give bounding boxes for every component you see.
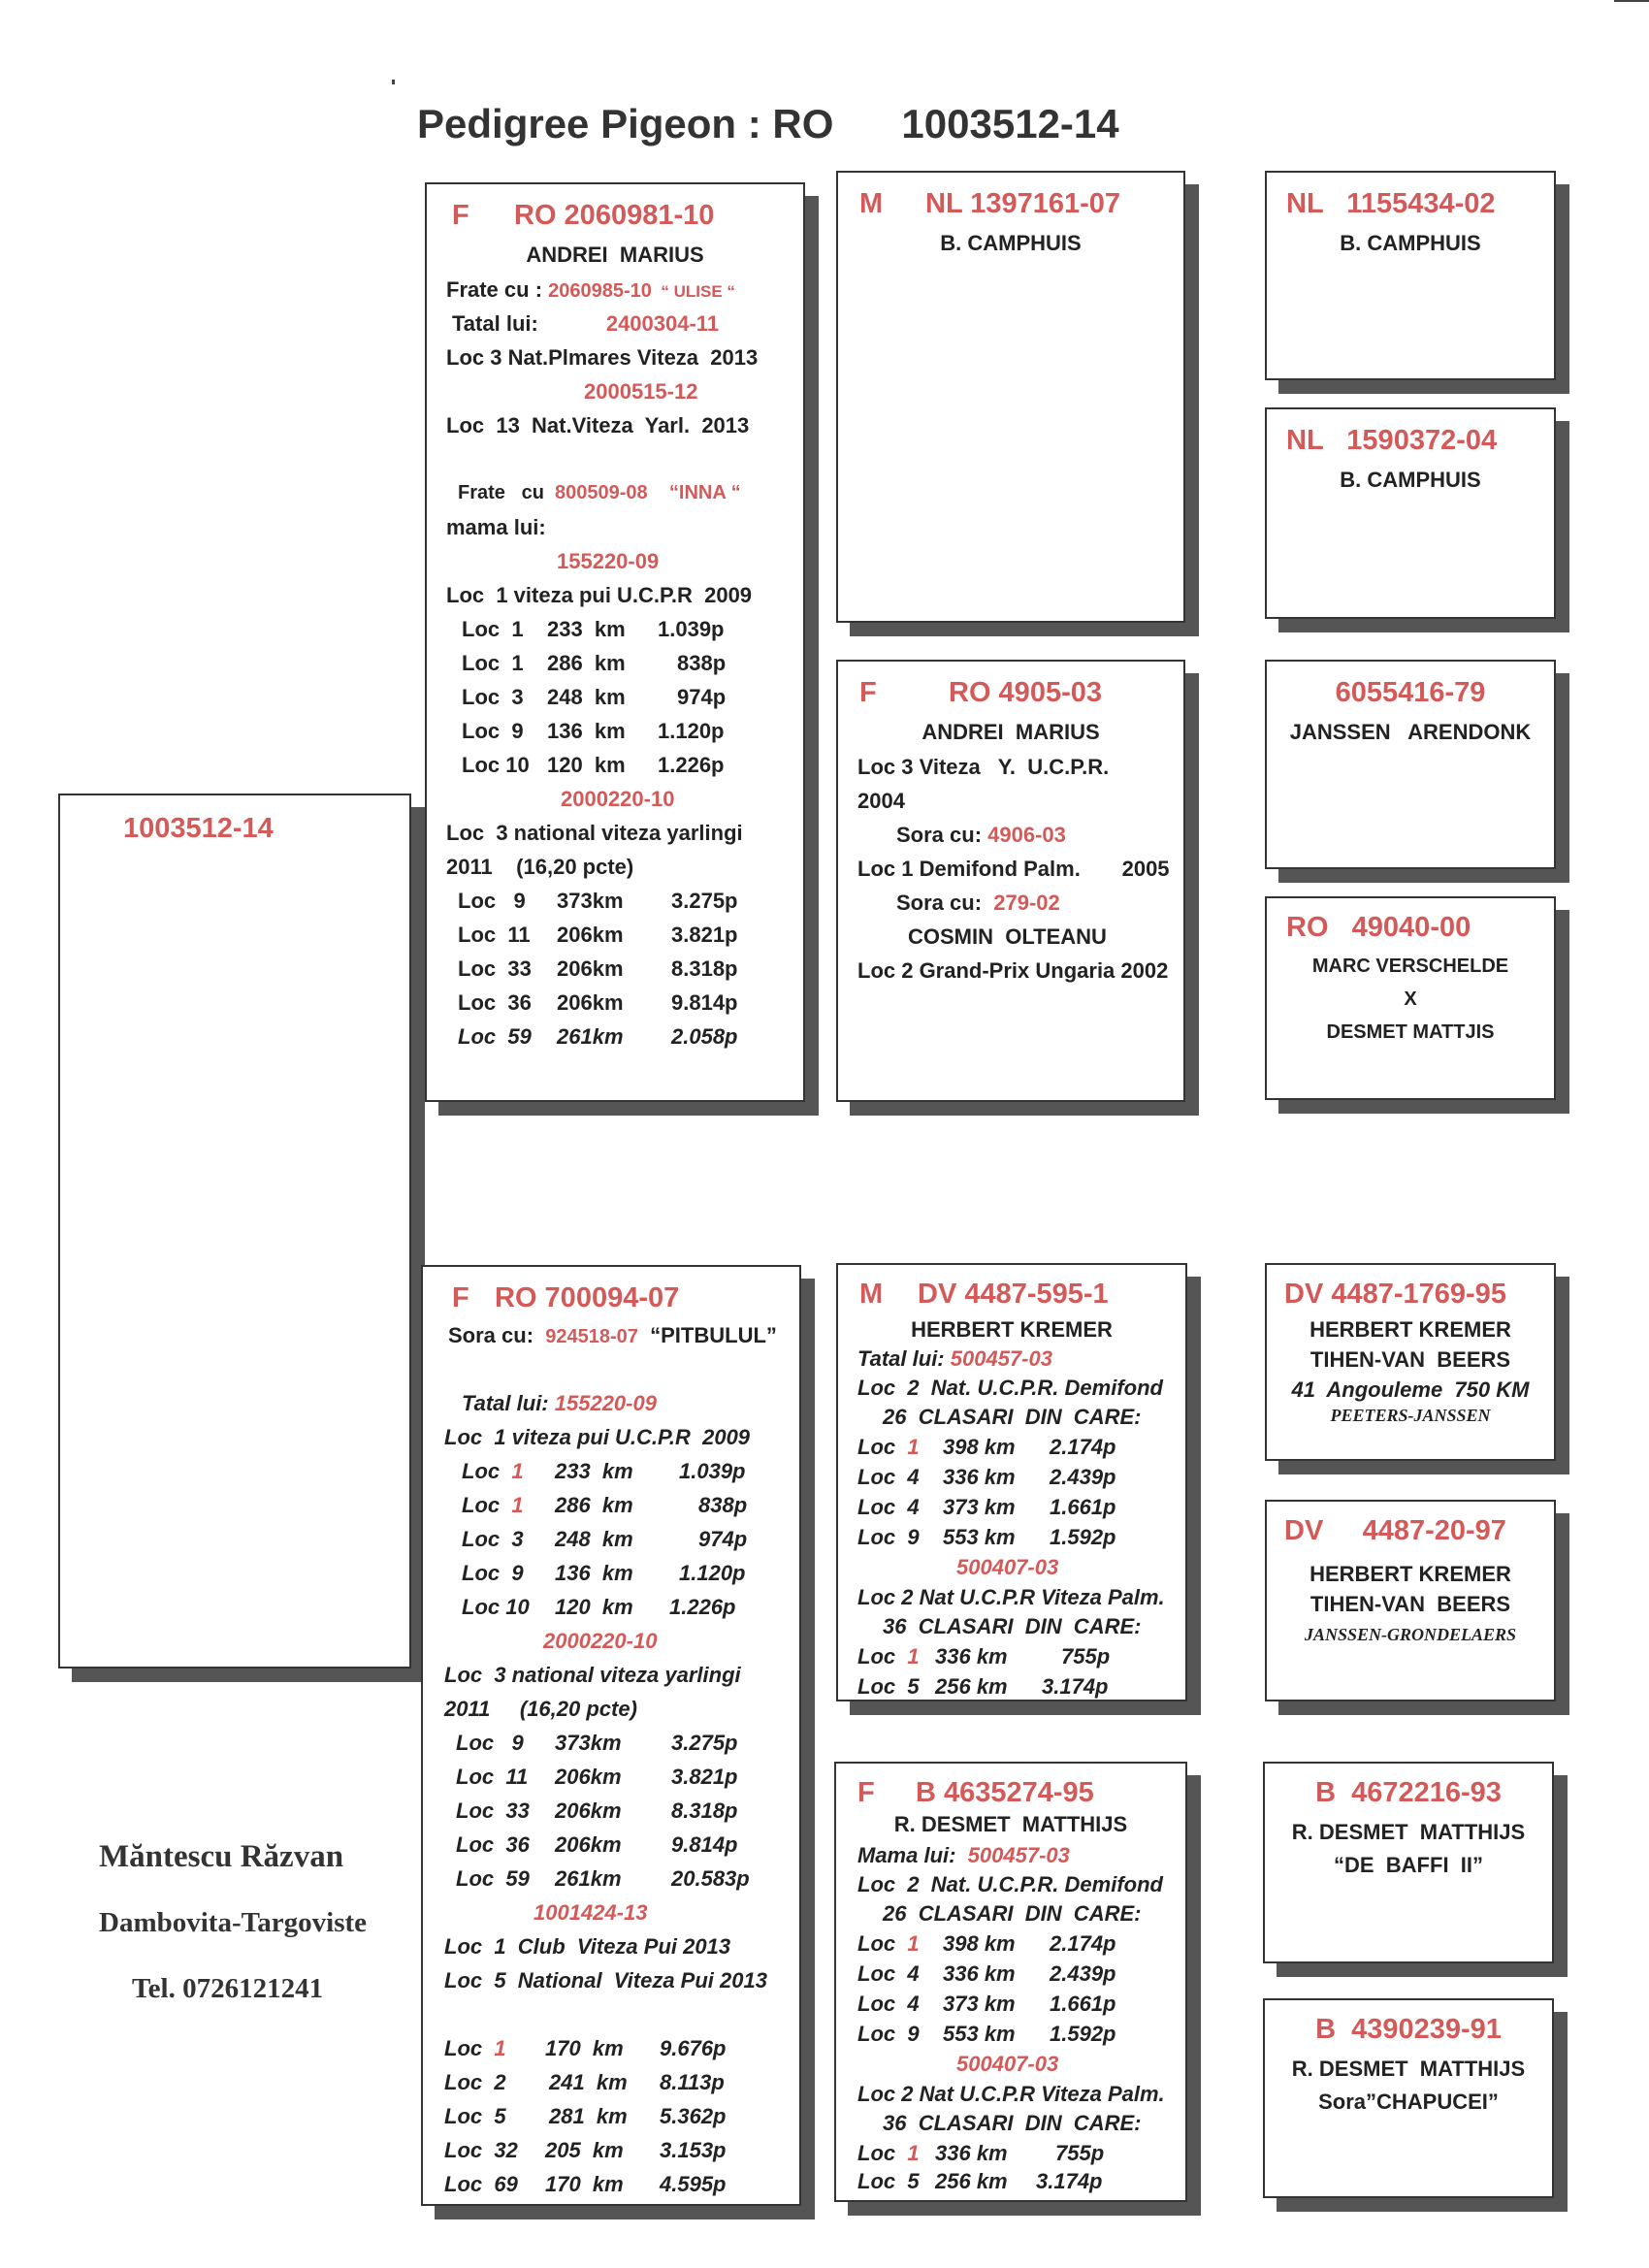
sire-result-pts: 1.039p [658,617,725,641]
granddam-maternal-result-km: 336 km [935,2141,1008,2165]
grandsire-maternal-result: Loc 4 [857,1495,920,1519]
dam-result-km: 286 km [555,1493,633,1517]
grandsire-maternal-ring: DV 4487-595-1 [918,1279,1109,1310]
ancestor-ring: DV 4487-1769-95 [1284,1279,1506,1310]
subject-ring: 1003512-14 [123,813,274,844]
dam-result-km: 170 km [545,2036,624,2060]
grandsire-maternal-line: Loc 2 Nat U.C.P.R Viteza Palm. [857,1585,1165,1609]
granddam-maternal-breeder: R. DESMET MATTHIJS [893,1812,1128,1836]
dam-result-pts: 4.595p [660,2172,727,2196]
ancestor-breeder: DESMET MATTJIS [1326,1021,1495,1043]
granddam-maternal-result: Loc 4 [857,1992,920,2016]
grandsire-maternal-line: 36 CLASARI DIN CARE: [883,1614,1142,1638]
sire-result: Loc 1 [462,617,524,641]
ancestor-box-6 [1265,1500,1556,1701]
grandsire-maternal-result: Loc 4 [857,1465,920,1489]
dam-result: Loc 11 [456,1765,529,1789]
granddam-maternal-sex: F [857,1777,875,1808]
ancestor-breeder: MARC VERSCHELDE [1311,956,1509,977]
sire-line: Loc 3 Nat.Plmares Viteza 2013 [446,345,759,370]
owner-location: Dambovita-Targoviste [99,1907,368,1938]
granddam-maternal-result-pts: 755p [1055,2141,1105,2165]
dam-result: Loc 59 [456,1866,530,1891]
granddam-paternal-breeder: ANDREI MARIUS [922,720,1100,744]
grandsire-maternal-result-km: 256 km [935,1674,1008,1699]
dam-result-pts: 1.226p [669,1595,736,1619]
dam-line: Loc 1 Club Viteza Pui 2013 [444,1934,731,1959]
sire-result-km: 206km [557,923,624,947]
scan-mark [1614,0,1649,2]
dam-line: 2011 (16,20 pcte) [444,1697,637,1721]
sire-result: Loc 59 [458,1024,532,1049]
dam-result: Loc 1 [444,2036,506,2060]
dam-ring: RO 700094-07 [495,1282,680,1313]
granddam-maternal-line: 500407-03 [956,2052,1059,2076]
sire-result: Loc 9 [462,719,524,743]
ancestor-breeder: B. CAMPHUIS [1340,468,1481,492]
dam-line: 1001424-13 [534,1900,648,1925]
dam-result-km: 205 km [545,2138,624,2162]
ancestor-line: TIHEN-VAN BEERS [1310,1347,1511,1372]
sire-line: Loc 13 Nat.Viteza Yarl. 2013 [446,413,750,437]
granddam-paternal-line: 2004 [857,789,905,813]
dam-line: Loc 5 National Viteza Pui 2013 [444,1968,767,1993]
granddam-maternal-line: 26 CLASARI DIN CARE: [883,1901,1142,1926]
ancestor-box-2 [1265,407,1556,619]
grandsire-maternal-result-km: 398 km [943,1435,1016,1459]
ancestor-box-4 [1265,896,1556,1100]
dam-result: Loc 10 [462,1595,530,1619]
dam-result-pts: 838p [698,1493,748,1517]
dam-result: Loc 5 [444,2104,506,2128]
grandsire-maternal-result-km: 336 km [943,1465,1016,1489]
dam-result-km: 206km [555,1798,622,1823]
sire-line: Loc 3 national viteza yarlingi [446,821,743,845]
granddam-paternal-ring: RO 4905-03 [949,677,1102,708]
sire-result-km: 206km [557,956,624,981]
ancestor-line: JANSSEN-GRONDELAERS [1304,1625,1517,1644]
ancestor-box-5 [1265,1263,1556,1461]
dam-result-pts: 9.814p [671,1832,738,1857]
grandsire-maternal-result: Loc 9 [857,1525,920,1549]
dam-result-pts: 5.362p [660,2104,727,2128]
sire-ring: RO 2060981-10 [514,200,715,231]
granddam-paternal-line: Sora cu: 4906-03 [896,823,1066,847]
granddam-paternal-line: COSMIN OLTEANU [908,924,1107,949]
sire-box [425,182,805,1102]
dam-line: Sora cu: 924518-07 “PITBULUL” [448,1323,777,1347]
dam-result-km: 206km [555,1765,622,1789]
grandsire-maternal-result-pts: 1.661p [1050,1495,1116,1519]
sire-line: Tatal lui: 2400304-11 [452,311,720,336]
sire-result-pts: 8.318p [671,956,738,981]
dam-result-pts: 3.275p [671,1731,738,1755]
granddam-paternal-line: Sora cu: 279-02 [896,891,1060,915]
sire-result: Loc 10 [462,753,530,777]
grandsire-maternal-result-pts: 1.592p [1050,1525,1116,1549]
sire-result-km: 120 km [547,753,626,777]
grandsire-maternal-result-km: 373 km [943,1495,1016,1519]
grandsire-paternal-box [836,171,1185,623]
grandsire-maternal-result-pts: 2.439p [1050,1465,1116,1489]
ancestor-ring: NL 1590372-04 [1286,425,1498,456]
dam-result-km: 261km [555,1866,622,1891]
dam-result-km: 248 km [555,1527,633,1551]
grandsire-maternal-breeder: HERBERT KREMER [911,1317,1113,1342]
dam-result: Loc 9 [456,1731,524,1755]
sire-result-pts: 974p [677,685,727,709]
ancestor-line: 41 Angouleme 750 KM [1291,1377,1530,1402]
granddam-paternal-box [836,660,1185,1102]
dam-result-km: 206km [555,1832,622,1857]
sire-result-km: 206km [557,990,624,1015]
grandsire-maternal-line: Tatal lui: 500457-03 [857,1346,1052,1371]
granddam-maternal-result-km: 373 km [943,1992,1016,2016]
dam-result: Loc 1 [462,1459,524,1483]
ancestor-line: “DE BAFFI II” [1334,1853,1483,1877]
granddam-maternal-result-pts: 3.174p [1036,2169,1103,2193]
page-title [417,101,1119,147]
sire-result-km: 261km [557,1024,624,1049]
dam-result: Loc 33 [456,1798,530,1823]
sire-line: 155220-09 [557,549,660,573]
sire-result-pts: 1.120p [658,719,725,743]
sire-line: Frate cu : 2060985-10 “ ULISE “ [446,277,735,302]
dam-result-km: 241 km [549,2070,628,2094]
dam-line: Tatal lui: 155220-09 [462,1391,657,1415]
ancestor-cross: X [1404,988,1417,1010]
ancestor-breeder: HERBERT KREMER [1310,1317,1511,1342]
dam-result-km: 136 km [555,1561,633,1585]
grandsire-maternal-result-km: 553 km [943,1525,1016,1549]
ancestor-breeder: JANSSEN ARENDONK [1289,720,1532,744]
sire-result: Loc 33 [458,956,532,981]
ancestor-box-1 [1265,171,1556,380]
dam-result: Loc 3 [462,1527,524,1551]
granddam-maternal-result-km: 256 km [935,2169,1008,2193]
sire-line: mama lui: [446,515,546,539]
granddam-maternal-result: Loc 4 [857,1961,920,1986]
ancestor-box-3 [1265,660,1556,869]
sire-line: Loc 1 viteza pui U.C.P.R 2009 [446,583,753,607]
grandsire-maternal-result-pts: 2.174p [1050,1435,1116,1459]
grandsire-maternal-line: Loc 2 Nat. U.C.P.R. Demifond [857,1376,1163,1400]
ancestor-ring: NL 1155434-02 [1286,188,1496,219]
dam-result: Loc 32 [444,2138,518,2162]
dam-result-km: 281 km [549,2104,628,2128]
ancestor-box-7 [1263,1762,1554,1963]
owner-name: Măntescu Răzvan [99,1839,344,1874]
dam-result-pts: 20.583p [671,1866,750,1891]
dam-result-pts: 1.120p [679,1561,746,1585]
ancestor-breeder: R. DESMET MATTHIJS [1291,1820,1526,1844]
sire-result-km: 286 km [547,651,626,675]
grandsire-maternal-result: Loc 1 [857,1435,920,1459]
sire-result: Loc 3 [462,685,524,709]
ancestor-breeder: R. DESMET MATTHIJS [1291,2057,1526,2081]
granddam-maternal-result-pts: 1.592p [1050,2022,1116,2046]
granddam-paternal-line: Loc 1 Demifond Palm. 2005 [857,857,1170,881]
sire-result-km: 136 km [547,719,626,743]
dam-result-pts: 8.113p [660,2070,725,2094]
granddam-maternal-line: 36 CLASARI DIN CARE: [883,2111,1142,2135]
dam-result: Loc 9 [462,1561,524,1585]
dam-result-pts: 1.039p [679,1459,746,1483]
sire-result: Loc 36 [458,990,532,1015]
granddam-maternal-result: Loc 5 [857,2169,920,2193]
granddam-maternal-result-pts: 2.439p [1050,1961,1116,1986]
grandsire-paternal-sex: M [859,188,884,219]
sire-result-km: 248 km [547,685,626,709]
grandsire-maternal-result-pts: 3.174p [1042,1674,1109,1699]
grandsire-maternal-result: Loc 5 [857,1674,920,1699]
granddam-maternal-result-pts: 1.661p [1050,1992,1116,2016]
sire-line: 2011 (16,20 pcte) [446,855,634,879]
subject-box [58,794,411,1669]
granddam-maternal-ring: B 4635274-95 [916,1777,1094,1808]
owner-phone: Tel. 0726121241 [132,1973,324,2004]
ancestor-line: Sora”CHAPUCEI” [1318,2090,1499,2114]
sire-sex: F [452,200,469,231]
sire-result-pts: 2.058p [671,1024,738,1049]
ancestor-line: TIHEN-VAN BEERS [1310,1592,1511,1616]
dam-line: Loc 1 viteza pui U.C.P.R 2009 [444,1425,751,1449]
grandsire-maternal-result: Loc 1 [857,1644,920,1669]
ancestor-breeder: HERBERT KREMER [1310,1562,1511,1586]
sire-result: Loc 1 [462,651,524,675]
granddam-maternal-box [834,1762,1187,2202]
granddam-maternal-result: Loc 9 [857,2022,920,2046]
sire-result-km: 373km [557,889,624,913]
grandsire-maternal-result-km: 336 km [935,1644,1008,1669]
granddam-paternal-line: Loc 3 Viteza Y. U.C.P.R. [857,755,1110,779]
ancestor-box-8 [1263,1998,1554,2198]
dam-result-km: 373km [555,1731,622,1755]
sire-result-km: 233 km [547,617,626,641]
dam-box [421,1265,801,2206]
title-ring-number: 1003512-14 [901,101,1119,146]
granddam-maternal-result: Loc 1 [857,2141,920,2165]
dam-line: Loc 3 national viteza yarlingi [444,1663,741,1687]
dam-result: Loc 1 [462,1493,524,1517]
grandsire-maternal-sex: M [859,1279,884,1310]
granddam-maternal-result-km: 398 km [943,1931,1016,1956]
sire-result-pts: 1.226p [658,753,725,777]
granddam-maternal-line: Loc 2 Nat U.C.P.R Viteza Palm. [857,2082,1165,2106]
dam-sex: F [452,1282,469,1313]
ancestor-ring: DV 4487-20-97 [1284,1515,1506,1546]
dam-result-km: 233 km [555,1459,633,1483]
dam-result-pts: 3.153p [660,2138,727,2162]
dam-result-pts: 974p [698,1527,748,1551]
granddam-maternal-line: Mama lui: 500457-03 [857,1843,1070,1867]
grandsire-maternal-box [836,1263,1187,1701]
dam-result-pts: 3.821p [671,1765,738,1789]
title-prefix: Pedigree Pigeon : RO [417,101,834,146]
dam-result-km: 120 km [555,1595,633,1619]
sire-line: 2000515-12 [584,379,698,404]
dam-result: Loc 69 [444,2172,518,2196]
sire-line: 2000220-10 [561,787,675,811]
grandsire-paternal-breeder: B. CAMPHUIS [940,231,1082,255]
sire-result-pts: 3.821p [671,923,738,947]
ancestor-ring: B 4390239-91 [1315,2014,1502,2045]
dam-result: Loc 2 [444,2070,506,2094]
dam-line: 2000220-10 [543,1629,658,1653]
ancestor-ring: 6055416-79 [1335,677,1486,708]
grandsire-maternal-line: 500407-03 [956,1555,1059,1579]
ancestor-ring: RO 49040-00 [1286,912,1471,943]
granddam-maternal-result-km: 553 km [943,2022,1016,2046]
sire-result: Loc 9 [458,889,526,913]
granddam-maternal-result-km: 336 km [943,1961,1016,1986]
sire-result-pts: 9.814p [671,990,738,1015]
granddam-maternal-result-pts: 2.174p [1050,1931,1116,1956]
granddam-paternal-line: Loc 2 Grand-Prix Ungaria 2002 [857,958,1169,983]
sire-result-pts: 838p [677,651,727,675]
ancestor-ring: B 4672216-93 [1315,1777,1502,1808]
sire-result-pts: 3.275p [671,889,738,913]
ancestor-breeder: B. CAMPHUIS [1340,231,1481,255]
grandsire-maternal-result-pts: 755p [1061,1644,1111,1669]
scan-mark [392,80,395,84]
grandsire-maternal-line: 26 CLASARI DIN CARE: [883,1405,1142,1429]
grandsire-paternal-ring: NL 1397161-07 [925,188,1121,219]
granddam-maternal-result: Loc 1 [857,1931,920,1956]
dam-result-pts: 9.676p [660,2036,727,2060]
dam-result-pts: 8.318p [671,1798,738,1823]
granddam-maternal-line: Loc 2 Nat. U.C.P.R. Demifond [857,1872,1163,1896]
ancestor-line: PEETERS-JANSSEN [1330,1406,1491,1425]
sire-result: Loc 11 [458,923,531,947]
sire-line: Frate cu 800509-08 “INNA “ [458,482,741,503]
dam-result-km: 170 km [545,2172,624,2196]
granddam-paternal-sex: F [859,677,877,708]
sire-breeder: ANDREI MARIUS [526,243,704,267]
dam-result: Loc 36 [456,1832,530,1857]
